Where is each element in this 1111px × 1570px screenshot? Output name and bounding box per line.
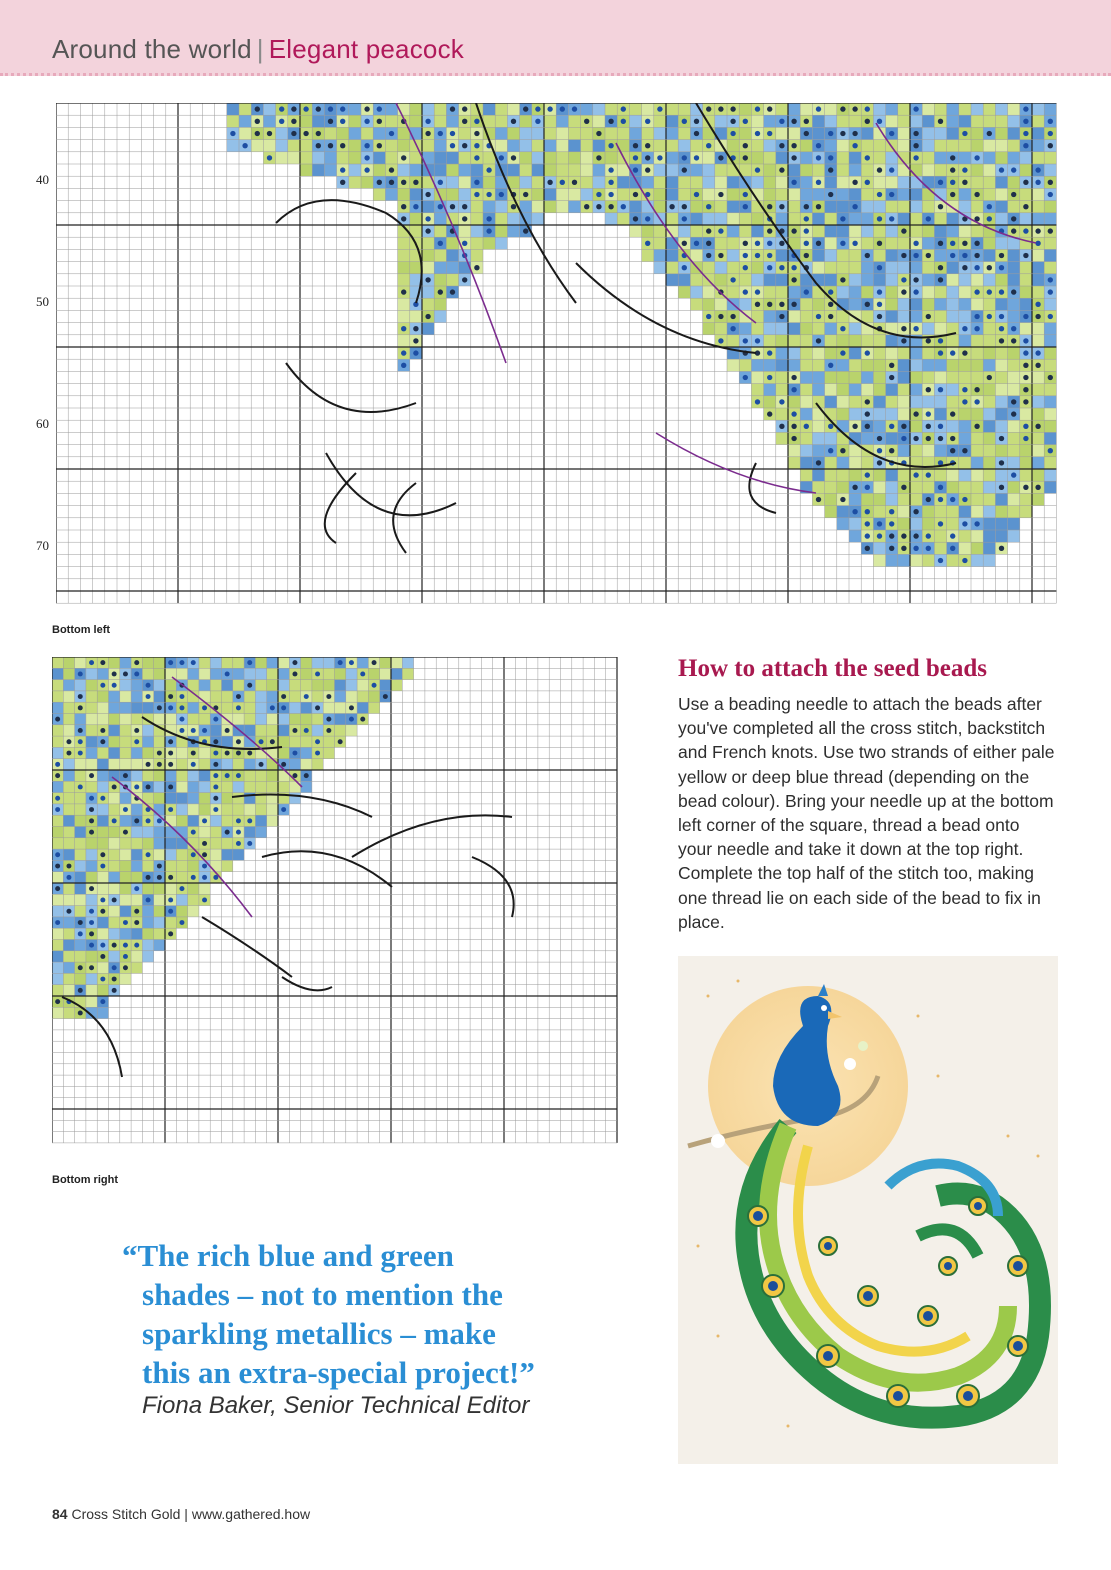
stitched-peacock-photo bbox=[678, 956, 1058, 1464]
header-text bbox=[52, 34, 464, 65]
quote-line-3: sparkling metallics – make bbox=[142, 1316, 496, 1351]
chart-label-bottom-left: Bottom left bbox=[52, 624, 111, 636]
cross-stitch-chart-bottom-right bbox=[52, 657, 628, 1154]
quote-author: Fiona Baker, Senior Technical Editor bbox=[142, 1392, 530, 1419]
header-section: Around the world bbox=[52, 34, 252, 64]
stitch-grid bbox=[52, 657, 628, 1154]
quote-line-4: this an extra-special project!” bbox=[142, 1355, 535, 1390]
header-title: Elegant peacock bbox=[268, 34, 464, 64]
cross-stitch-chart-bottom-left bbox=[56, 103, 1058, 606]
row-number-70: 70 bbox=[36, 538, 49, 553]
magazine-name: Cross Stitch Gold bbox=[71, 1506, 181, 1522]
row-number-50: 50 bbox=[36, 294, 49, 309]
peacock-illustration bbox=[678, 956, 1058, 1464]
chart-label-bottom-right: Bottom right bbox=[52, 1174, 118, 1186]
tip-title: How to attach the seed beads bbox=[678, 655, 988, 682]
website: www.gathered.how bbox=[191, 1506, 311, 1522]
quote-line-2: shades – not to mention the bbox=[142, 1277, 503, 1312]
row-number-40: 40 bbox=[36, 172, 49, 187]
page-footer bbox=[52, 1506, 310, 1522]
row-number-60: 60 bbox=[36, 416, 49, 431]
quote-line-1: “The rich blue and green bbox=[122, 1238, 454, 1273]
page-header bbox=[0, 0, 1111, 76]
page-number: 84 bbox=[52, 1506, 68, 1522]
stitch-grid bbox=[56, 103, 1058, 606]
pull-quote bbox=[122, 1236, 622, 1392]
footer-separator: | bbox=[184, 1506, 188, 1522]
header-separator: | bbox=[256, 34, 264, 64]
tip-body: Use a beading needle to attach the beads after you've completed all the cross stitch, backstitch and French knots. Use two strands of either pale yellow or deep blue thread (depending on the bead colour). Bring your needle up at the bottom left corner of the square, thread a bead onto your needle and take it down at the top right. Complete the top half of the stitch too, making one thread lie on each side of the bead to fix in place. bbox=[678, 694, 1055, 932]
